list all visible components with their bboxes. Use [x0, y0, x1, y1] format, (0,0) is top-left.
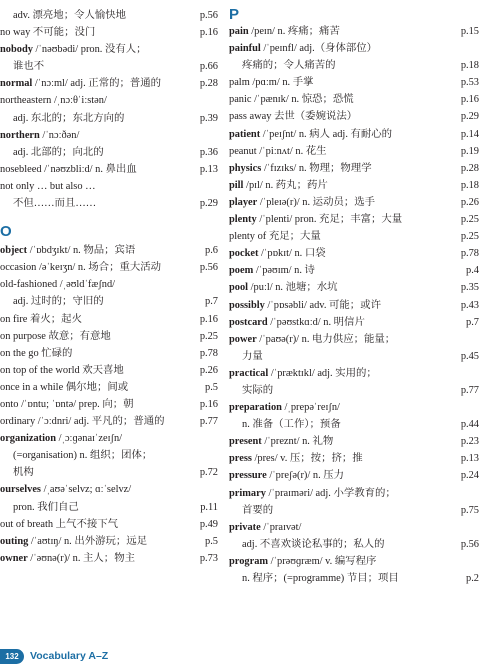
entry-text: outing /ˈaʊtɪŋ/ n. 出外游玩；远足 [0, 535, 148, 547]
entry-text: normal /ˈnɔːml/ adj. 正常的；普通的 [0, 78, 162, 90]
dictionary-entry [229, 262, 479, 279]
right-entries [229, 23, 479, 587]
page-reference: p.26 [460, 196, 479, 208]
dictionary-entry [0, 464, 218, 481]
entry-text: 不但……而且…… [13, 198, 97, 210]
dictionary-entry [229, 74, 479, 91]
entry-text: organization /ˌɔːɡənaɪˈzeɪʃn/ [0, 433, 123, 445]
dictionary-entry [229, 348, 479, 365]
entry-text: peanut /ˈpiːnʌt/ n. 花生 [229, 145, 327, 157]
entry-text: no way 不可能；没门 [0, 27, 96, 39]
dictionary-entry [229, 536, 479, 553]
dictionary-entry [229, 365, 479, 382]
dictionary-entry [229, 416, 479, 433]
entry-text: on top of the world 欢天喜地 [0, 364, 124, 376]
entry-text: ourselves /ˌaʊəˈselvz; ɑːˈselvz/ [0, 484, 132, 496]
section-heading-p: P [229, 6, 240, 23]
headword: northern [0, 129, 40, 141]
entry-text: n. 程序；(=programme) 节目；项目 [242, 573, 399, 584]
page-reference: p.78 [460, 248, 479, 260]
entry-text: n. 准备（工作）；预备 [242, 419, 341, 431]
dictionary-entry [0, 396, 218, 413]
page-reference: p.16 [199, 313, 218, 325]
dictionary-entry [0, 58, 218, 75]
entry-text: northern /ˈnɔːðən/ [0, 129, 80, 141]
entry-text: preparation /ˌprepəˈreɪʃn/ [229, 402, 340, 414]
headword: private [229, 521, 261, 533]
page-reference: p.16 [199, 27, 218, 39]
headword: poem [229, 265, 254, 277]
entry-text: pron. 我们自己 [13, 501, 79, 513]
entry-text: pain /peɪn/ n. 疼痛；痛苦 [229, 26, 340, 37]
page-reference: p.7 [466, 316, 479, 328]
entry-text: pass away 去世（委婉说法） [229, 111, 358, 123]
dictionary-entry [0, 24, 218, 41]
page-number-badge: 132 [0, 649, 24, 664]
page-reference: p.7 [205, 296, 218, 308]
entry-text: out of breath 上气不接下气 [0, 518, 119, 530]
page-reference: p.5 [205, 381, 218, 393]
headword: pill [229, 179, 244, 191]
dictionary-entry [229, 331, 479, 348]
headword: press [229, 453, 252, 465]
entry-text: not only … but also … [0, 180, 96, 192]
page-reference: p.16 [460, 94, 479, 106]
dictionary-entry [229, 485, 479, 502]
entry-text: plenty /ˈplenti/ pron. 充足；丰富；大量 [229, 214, 403, 226]
page-reference: p.56 [460, 538, 479, 550]
page-reference: p.77 [199, 416, 218, 428]
headword: program [229, 555, 269, 567]
page-reference: p.11 [200, 501, 218, 513]
entry-text: (=organisation) n. 组织；团体； [13, 450, 153, 462]
entry-text: on purpose 故意；有意地 [0, 330, 111, 342]
dictionary-entry [229, 211, 479, 228]
entry-text: panic /ˈpænɪk/ n. 惊恐；恐慌 [229, 94, 354, 106]
page-reference: p.72 [199, 467, 218, 479]
entry-text: on fire 着火；起火 [0, 313, 82, 325]
page-reference: p.36 [199, 146, 218, 158]
headword: nobody [0, 44, 33, 56]
headword: pool [229, 282, 249, 294]
dictionary-entry [0, 430, 218, 447]
headword: pocket [229, 248, 259, 260]
dictionary-entry [0, 516, 218, 533]
dictionary-entry [229, 245, 479, 262]
page-footer [0, 648, 108, 664]
dictionary-entry [0, 242, 218, 259]
page-reference: p.4 [466, 265, 479, 277]
dictionary-entry [229, 143, 479, 160]
dictionary-entry [229, 194, 479, 211]
headword: owner [0, 552, 28, 564]
entry-text: press /pres/ v. 压；按；挤；推 [229, 453, 363, 465]
entry-text: 首要的 [242, 504, 274, 516]
entry-text: owner /ˈəʊnə(r)/ n. 主人；物主 [0, 552, 135, 564]
page-reference: p.26 [199, 364, 218, 376]
entry-text: pocket /ˈpɒkɪt/ n. 口袋 [229, 248, 326, 260]
entry-text: ordinary /ˈɔːdnri/ adj. 平凡的；普通的 [0, 416, 165, 428]
page-reference: p.53 [460, 77, 479, 89]
page-reference: p.35 [460, 282, 479, 294]
dictionary-entry [0, 161, 218, 178]
section-heading-o: O [0, 223, 12, 241]
dictionary-entry [229, 450, 479, 467]
page-reference: p.23 [460, 436, 479, 448]
dictionary-entry [229, 108, 479, 125]
entry-text: possibly /ˈpɒsəbli/ adv. 可能；或许 [229, 299, 381, 311]
headword: outing [0, 535, 29, 547]
page-reference: p.2 [466, 573, 479, 584]
dictionary-entry [0, 127, 218, 144]
dictionary-entry [0, 178, 218, 195]
entry-text: primary /ˈpraɪməri/ adj. 小学教育的； [229, 487, 396, 499]
headword: pain [229, 26, 249, 37]
page-reference: p.78 [199, 347, 218, 359]
left-column [0, 7, 218, 567]
dictionary-entry [229, 177, 479, 194]
dictionary-entry [229, 519, 479, 536]
entry-text: plenty of 充足；大量 [229, 231, 321, 243]
dictionary-entry [229, 467, 479, 484]
dictionary-entry [229, 160, 479, 177]
entry-text: object /ˈɒbdʒɪkt/ n. 物品；宾语 [0, 245, 136, 257]
headword: object [0, 245, 28, 257]
dictionary-entry [0, 195, 218, 212]
entry-text: 机构 [13, 467, 34, 479]
dictionary-entry [0, 481, 218, 498]
headword: painful [229, 43, 261, 55]
footer-title: Vocabulary A–Z [30, 650, 109, 662]
entry-text: poem /ˈpəʊɪm/ n. 诗 [229, 265, 315, 277]
entry-text: present /ˈpreznt/ n. 礼物 [229, 436, 334, 448]
dictionary-entry [0, 379, 218, 396]
entry-text: painful /ˈpeɪnfl/ adj.（身体部位） [229, 43, 378, 55]
dictionary-entry [229, 40, 479, 57]
headword: possibly [229, 299, 265, 311]
headword: patient [229, 128, 261, 140]
page-reference: p.73 [199, 552, 218, 564]
page-reference: p.19 [460, 145, 479, 157]
headword: power [229, 333, 257, 345]
page-reference: p.18 [460, 179, 479, 191]
dictionary-entry [229, 553, 479, 570]
dictionary-entry [0, 144, 218, 161]
dictionary-entry [0, 276, 218, 293]
dictionary-entry [0, 259, 218, 276]
dictionary-entry [0, 345, 218, 362]
dictionary-entry [229, 502, 479, 519]
entry-text: 疼痛的；令人痛苦的 [242, 60, 336, 72]
page-reference: p.39 [199, 112, 218, 124]
page-reference: p.43 [460, 299, 479, 311]
entry-text: 实际的 [242, 384, 274, 396]
page-reference: p.15 [460, 26, 479, 37]
headword: present [229, 436, 262, 448]
entry-text: northeastern /ˌnɔːθˈiːstən/ [0, 95, 107, 107]
dictionary-entry [0, 550, 218, 567]
dictionary-entry [229, 91, 479, 108]
o-entries [0, 242, 218, 567]
entry-text: palm /pɑːm/ n. 手掌 [229, 77, 314, 89]
entry-text: player /ˈpleɪə(r)/ n. 运动员；选手 [229, 196, 376, 208]
entry-text: practical /ˈpræktɪkl/ adj. 实用的； [229, 367, 377, 379]
dictionary-entry [0, 447, 218, 464]
page-reference: p.6 [205, 245, 218, 257]
page-reference: p.75 [460, 504, 479, 516]
headword: physics [229, 162, 262, 174]
entry-text: private /ˈpraɪvət/ [229, 521, 302, 533]
headword: postcard [229, 316, 268, 328]
entry-text: 力量 [242, 350, 263, 362]
entry-text: once in a while 偶尔地；间或 [0, 381, 129, 393]
entry-text: adj. 东北的；东北方向的 [13, 112, 125, 124]
dictionary-entry [0, 41, 218, 58]
headword: pressure [229, 470, 267, 482]
entry-text: patient /ˈpeɪʃnt/ n. 病人 adj. 有耐心的 [229, 128, 393, 140]
page-reference: p.25 [460, 214, 479, 226]
dictionary-entry [0, 75, 218, 92]
entry-text: pill /pɪl/ n. 药丸；药片 [229, 179, 328, 191]
page-reference: p.56 [199, 10, 218, 21]
entry-text: pool /puːl/ n. 池塘；水坑 [229, 282, 338, 294]
headword: ourselves [0, 484, 41, 496]
page-reference: p.13 [460, 453, 479, 465]
entry-text: adj. 过时的；守旧的 [13, 296, 104, 308]
dictionary-entry [229, 57, 479, 74]
entry-text: nobody /ˈnəʊbədi/ pron. 没有人； [0, 44, 147, 56]
page-reference: p.25 [199, 330, 218, 342]
headword: organization [0, 433, 56, 445]
entry-text: adj. 北部的；向北的 [13, 146, 104, 158]
entry-text: 谁也不 [13, 61, 45, 73]
entry-text: adj. 不喜欢谈论私事的；私人的 [242, 538, 385, 550]
page-reference: p.56 [199, 262, 218, 274]
dictionary-entry [0, 362, 218, 379]
page-reference: p.14 [460, 128, 479, 140]
right-column [229, 7, 479, 587]
dictionary-entry [229, 433, 479, 450]
page-reference: p.77 [460, 384, 479, 396]
dictionary-entry [0, 533, 218, 550]
dictionary-entry [0, 293, 218, 310]
dictionary-entry [229, 570, 479, 587]
entry-text: postcard /ˈpəʊstkɑːd/ n. 明信片 [229, 316, 365, 328]
entry-text: onto /ˈɒntu; ˈɒntə/ prep. 向；朝 [0, 398, 134, 410]
dictionary-entry [229, 279, 479, 296]
page-reference: p.13 [199, 163, 218, 175]
dictionary-entry [229, 314, 479, 331]
dictionary-entry [0, 311, 218, 328]
headword: primary [229, 487, 266, 499]
headword: plenty [229, 214, 257, 226]
page-reference: p.5 [205, 535, 218, 547]
entry-text: power /ˈpaʊə(r)/ n. 电力供应；能量； [229, 333, 396, 345]
entry-text: adv. 漂亮地；令人愉快地 [13, 10, 127, 21]
headword: preparation [229, 402, 282, 414]
entry-text: old-fashioned /ˌəʊldˈfæʃnd/ [0, 279, 116, 291]
page-reference: p.16 [199, 398, 218, 410]
headword: player [229, 196, 258, 208]
page-reference: p.28 [199, 78, 218, 90]
entry-text: program /ˈprəʊɡræm/ v. 编写程序 [229, 555, 377, 567]
page-reference: p.66 [199, 61, 218, 73]
page-reference: p.25 [460, 231, 479, 243]
entry-text: pressure /ˈpreʃə(r)/ n. 压力 [229, 470, 345, 482]
section-gap [0, 212, 218, 222]
headword: practical [229, 367, 269, 379]
headword: normal [0, 78, 33, 90]
dictionary-entry [229, 297, 479, 314]
dictionary-entry [229, 399, 479, 416]
page-reference: p.29 [199, 198, 218, 210]
page-reference: p.49 [199, 518, 218, 530]
page-reference: p.29 [460, 111, 479, 123]
dictionary-entry [229, 228, 479, 245]
page-reference: p.45 [460, 350, 479, 362]
dictionary-entry [229, 23, 479, 40]
page-reference: p.44 [460, 419, 479, 431]
dictionary-entry [0, 7, 218, 24]
dictionary-entry [229, 382, 479, 399]
dictionary-entry [0, 110, 218, 127]
dictionary-entry [229, 126, 479, 143]
page-reference: p.18 [460, 60, 479, 72]
left-entries [0, 7, 218, 212]
page-reference: p.24 [460, 470, 479, 482]
page-reference: p.28 [460, 162, 479, 174]
dictionary-entry [0, 92, 218, 109]
entry-text: occasion /əˈkeɪʒn/ n. 场合；重大活动 [0, 262, 162, 274]
dictionary-entry [0, 499, 218, 516]
dictionary-entry [0, 413, 218, 430]
entry-text: nosebleed /ˈnəʊzbliːd/ n. 鼻出血 [0, 163, 137, 175]
entry-text: on the go 忙碌的 [0, 347, 73, 359]
entry-text: physics /ˈfɪzɪks/ n. 物理；物理学 [229, 162, 372, 174]
dictionary-entry [0, 328, 218, 345]
